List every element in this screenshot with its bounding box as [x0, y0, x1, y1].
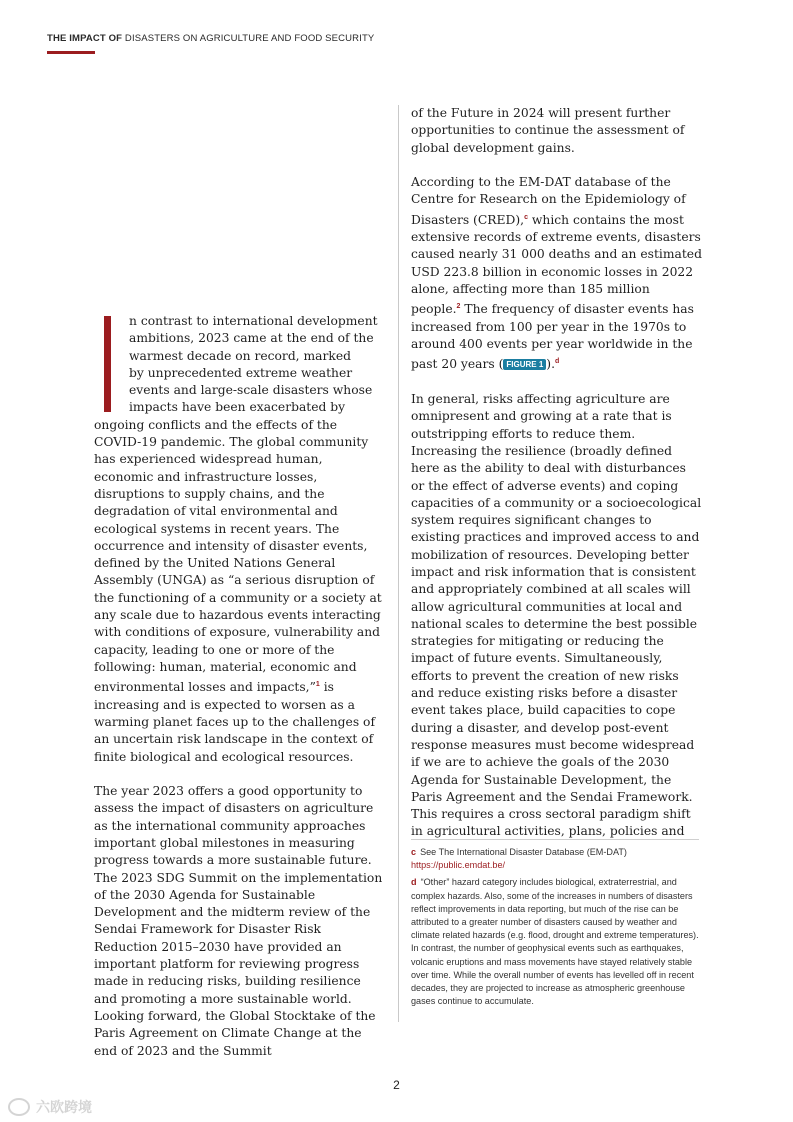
- watermark-logo-icon: [8, 1098, 30, 1116]
- page-number: 2: [393, 1078, 400, 1092]
- dropcap-line: n contrast to international development: [129, 314, 378, 328]
- footnote-ref-2[interactable]: 2: [456, 303, 461, 311]
- dropcap-line: by unprecedented extreme weather: [129, 365, 353, 380]
- footnote-d: [411, 876, 701, 1008]
- footnote-c: [411, 846, 701, 872]
- intro-paragraph-body: ongoing conflicts and the effects of the COVID-19 pandemic. The global community has experienced widespread human, economic and infrastructure losses, disruptions to supply chains, and the degradation of vital environmental and ecological systems in recent years. The occurrence and intensity of disaster events, defined by the United Nations General Assembly (UNGA) as “a serious disruption of the functioning of a community or a society at any scale due to hazardous events interacting with conditions of exposure, vulnerability and capacity, leading to one or more of the following: human, material, economic and environmental losses and impacts,”: [94, 417, 382, 695]
- header-accent-rule: [47, 51, 95, 54]
- watermark: [8, 1097, 92, 1117]
- column-divider: [398, 105, 399, 1022]
- footnote-text: “Other” hazard category includes biological, extraterrestrial, and complex hazards. Also, some of the increases in numbers of disasters reflect improvements in data reporting, but much of the rise can be attributed to a greater number of disasters caused by weather and climate related hazards (e.g. flood, drought and extreme temperatures). In contrast, the number of geophysical events such as earthquakes, volcanic eruptions and mass movements have stayed relatively stable over time. While the overall number of events has levelled off in recent decades, they are projected to increase as atmospheric greenhouse gases continue to accumulate.: [411, 877, 699, 1007]
- running-header: [47, 33, 374, 44]
- text-run: which contains the most extensive records of extreme events, disasters caused nearly 31 000 deaths and an estimated USD 223.8 billion in economic losses in 2022 alone, affecting more than 185 million people.: [411, 212, 702, 317]
- text-run: The frequency of disaster events has increased from 100 per year in the 1970s to around 400 events per year worldwide in the past 20 years (: [411, 302, 694, 372]
- header-title-rest: DISASTERS ON AGRICULTURE AND FOOD SECURITY: [122, 33, 375, 44]
- footnote-ref-c[interactable]: c: [524, 213, 528, 221]
- right-column: [411, 105, 703, 858]
- intro-paragraph: [94, 313, 384, 766]
- body-paragraph: The year 2023 offers a good opportunity to assess the impact of disasters on agriculture as the international community approaches important global milestones in measuring progress towards a more sustainable future. The 2023 SDG Summit on the implementation of the 2030 Agenda for Sustainable Development and the midterm review of the Sendai Framework for Disaster Risk Reduction 2015–2030 have provided an important platform for reviewing progress made in reducing risks, building resilience and promoting a more sustainable world. Looking forward, the Global Stocktake of the Paris Agreement on Climate Change at the end of 2023 and the Summit: [94, 784, 383, 1058]
- footnotes: [411, 846, 701, 1012]
- intro-paragraph-end: is increasing and is expected to worsen as a warming planet faces up to the challenges of an uncertain risk landscape in the context of finite biological and ecological resources.: [94, 680, 376, 764]
- footnote-ref-1[interactable]: 1: [315, 681, 320, 689]
- footnote-label: d: [411, 877, 417, 888]
- figure-link-badge[interactable]: FIGURE 1: [503, 359, 546, 370]
- watermark-text: 六欧跨境: [36, 1100, 92, 1116]
- dropcap-line: events and large-scale disasters whose: [129, 383, 373, 398]
- body-paragraph-emdat: [411, 174, 703, 374]
- body-paragraph: In general, risks affecting agriculture are omnipresent and growing at a rate that is outstripping efforts to reduce them. Increasing the resilience (broadly defined here as the ability to deal with disturbances or the effect of adverse events) and coping capacities of a community or a socioecological system requires significant changes to existing practices and improved access to and mobilization of resources. Developing better impact and risk information that is consistent and appropriately combined at all scales will allow agricultural communities at local and national scales to determine the best possible strategies for mitigating or reducing the impact of future events. Simultaneously, efforts to prevent the creation of new risks and reduce existing risks before a disaster event takes place, build capacities to cope during a disaster, and develop post-event response measures must become widespread if we are to achieve the goals of the 2030 Agenda for Sustainable Development, the Paris Agreement and the Sendai Framework. This requires a cross sectoral paradigm shift in agricultural activities, plans, policies and: [411, 392, 702, 839]
- dropcap-line: ambitions, 2023 came at the end of the: [129, 331, 374, 346]
- text-run: ).: [546, 357, 555, 372]
- header-title-bold: THE IMPACT OF: [47, 33, 123, 44]
- footnote-divider: [411, 839, 699, 840]
- footnote-ref-d[interactable]: d: [555, 358, 560, 366]
- left-column: [94, 313, 384, 1077]
- footnote-text: See The International Disaster Database (EM-DAT): [420, 847, 627, 857]
- footnote-link[interactable]: https://public.emdat.be/: [411, 860, 506, 871]
- body-paragraph: of the Future in 2024 will present further opportunities to continue the assessment of global development gains.: [411, 106, 685, 155]
- dropcap-line: impacts have been exacerbated by: [129, 400, 346, 415]
- text-run: According to the EM-DAT database of the Centre for Research on the Epidemiology of Disasters (CRED),: [411, 175, 686, 227]
- dropcap-line: warmest decade on record, marked: [129, 348, 351, 363]
- footnote-label: c: [411, 847, 417, 857]
